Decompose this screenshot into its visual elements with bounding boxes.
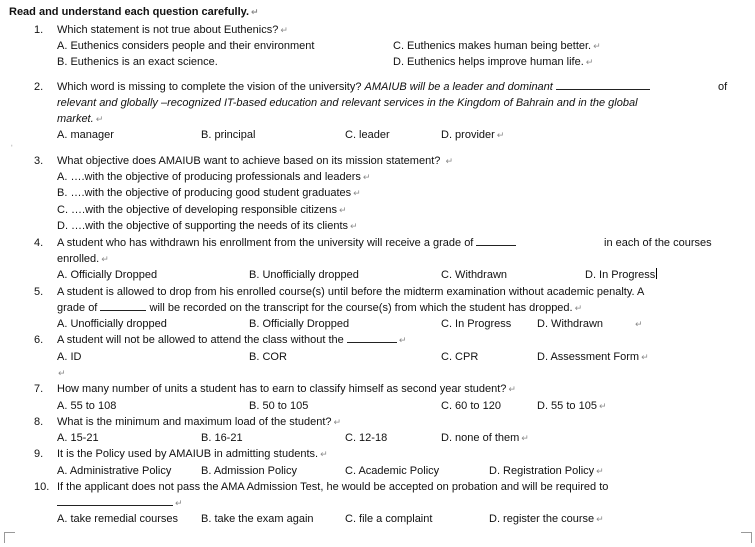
- question-8-choice-d[interactable]: D. none of them ↵: [441, 432, 529, 444]
- question-2-text-line-2: relevant and globally –recognized IT-based education and relevant services in the Kingdom of Bahrain and in the global: [57, 97, 638, 109]
- question-4-choice-d[interactable]: D. In Progress: [585, 269, 656, 281]
- answer-blank[interactable]: [476, 235, 516, 246]
- question-2-text-of: of: [718, 81, 728, 93]
- paragraph-mark-icon: ↵: [596, 514, 604, 524]
- question-10-text: If the applicant does not pass the AMA Admission Test, he would be accepted on probation and will be required to: [57, 481, 609, 493]
- question-7-number: 7.: [34, 383, 44, 395]
- question-8-choice-b[interactable]: B. 16-21: [201, 432, 243, 444]
- question-7-choice-a[interactable]: A. 55 to 108: [57, 400, 117, 412]
- question-4-text-line-2: enrolled. ↵: [57, 253, 109, 265]
- paragraph-mark-icon: ↵: [585, 57, 594, 67]
- paragraph-mark-icon: ↵: [574, 303, 583, 313]
- question-2-choice-c[interactable]: C. leader: [345, 129, 390, 141]
- question-6-choice-c[interactable]: C. CPR: [441, 351, 479, 363]
- answer-blank[interactable]: [57, 495, 173, 506]
- paragraph-mark-icon: ↵: [635, 319, 643, 329]
- paragraph-mark-icon: ↵: [398, 335, 407, 345]
- paragraph-mark-icon: ↵: [445, 156, 453, 166]
- corner-mark-bottom-right: [741, 532, 752, 543]
- answer-blank[interactable]: [100, 300, 146, 311]
- question-3-text: What objective does AMAIUB want to achieve based on its mission statement? ↵: [57, 155, 453, 167]
- text-cursor: [656, 268, 657, 279]
- question-9-choice-d[interactable]: D. Registration Policy ↵: [489, 465, 604, 477]
- paragraph-mark-icon: ↵: [521, 433, 529, 443]
- question-10-choice-d[interactable]: D. register the course ↵: [489, 513, 604, 525]
- question-5-number: 5.: [34, 286, 44, 298]
- question-9-choice-b[interactable]: B. Admission Policy: [201, 465, 297, 477]
- question-2-choice-a[interactable]: A. manager: [57, 129, 114, 141]
- question-1-number: 1.: [34, 24, 44, 36]
- question-4-text-line-1-end: in each of the courses: [604, 237, 712, 249]
- question-6-text: A student will not be allowed to attend the class without the ↵: [57, 334, 407, 346]
- paragraph-mark-icon: ↵: [333, 417, 342, 427]
- question-8-number: 8.: [34, 416, 44, 428]
- question-4-number: 4.: [34, 237, 44, 249]
- question-1-choice-b[interactable]: B. Euthenics is an exact science.: [57, 56, 218, 68]
- question-8-choice-a[interactable]: A. 15-21: [57, 432, 99, 444]
- question-3-choice-c[interactable]: C. ….with the objective of developing responsible citizens ↵: [57, 204, 347, 216]
- question-2-text-line-1: Which word is missing to complete the vision of the university? AMAIUB will be a leader and dominant: [57, 79, 650, 95]
- question-1-text: Which statement is not true about Euthenics? ↵: [57, 24, 288, 36]
- paragraph-mark-icon: ↵: [596, 466, 604, 476]
- paragraph-mark-icon: ↵: [58, 368, 66, 378]
- margin-dot: ˈ: [10, 144, 14, 156]
- question-10-number: 10.: [34, 481, 50, 493]
- question-3-choice-d[interactable]: D. ….with the objective of supporting the needs of its clients ↵: [57, 220, 358, 232]
- paragraph-mark-icon: ↵: [320, 449, 328, 459]
- paragraph-mark-icon: ↵: [175, 498, 183, 508]
- question-1-choice-c[interactable]: C. Euthenics makes human being better. ↵: [393, 40, 601, 52]
- question-8-text: What is the minimum and maximum load of the student? ↵: [57, 416, 342, 428]
- question-3-choice-a[interactable]: A. ….with the objective of producing professionals and leaders ↵: [57, 171, 371, 183]
- paragraph-mark-icon: ↵: [251, 7, 259, 17]
- question-5-choice-c[interactable]: C. In Progress: [441, 318, 512, 330]
- question-1-choice-a[interactable]: A. Euthenics considers people and their environment: [57, 40, 315, 52]
- question-6-number: 6.: [34, 334, 44, 346]
- question-2-choice-d[interactable]: D. provider ↵: [441, 129, 505, 141]
- question-5-choice-d[interactable]: D. Withdrawn: [537, 318, 604, 330]
- question-5-choice-a[interactable]: A. Unofficially dropped: [57, 318, 167, 330]
- paragraph-mark-icon: ↵: [496, 130, 505, 140]
- question-10-answer-line: [57, 495, 183, 511]
- question-5-text-line-1: A student is allowed to drop from his enrolled course(s) until before the midterm examination without academic penalty. A: [57, 286, 645, 298]
- question-6-choice-a[interactable]: A. ID: [57, 351, 82, 363]
- question-9-number: 9.: [34, 448, 44, 460]
- paragraph-mark-icon: ↵: [339, 205, 347, 215]
- paragraph-mark-icon: ↵: [101, 254, 109, 264]
- question-6-choice-b[interactable]: B. COR: [249, 351, 287, 363]
- question-7-text: How many number of units a student has to earn to classify himself as second year student? ↵: [57, 383, 516, 395]
- question-4-choice-b[interactable]: B. Unofficially dropped: [249, 269, 359, 281]
- question-6-choice-d[interactable]: D. Assessment Form ↵: [537, 351, 649, 363]
- question-7-choice-b[interactable]: B. 50 to 105: [249, 400, 309, 412]
- corner-mark-bottom-left: [4, 532, 15, 543]
- answer-blank[interactable]: [556, 79, 650, 90]
- question-2-choice-b[interactable]: B. principal: [201, 129, 256, 141]
- answer-blank[interactable]: [347, 332, 397, 343]
- paragraph-mark-icon: ↵: [362, 172, 371, 182]
- question-5-text-line-2: grade of will be recorded on the transcript for the course(s) from which the student has dropped. ↵: [57, 302, 583, 314]
- paragraph-mark-icon: ↵: [350, 221, 358, 231]
- question-7-choice-d[interactable]: D. 55 to 105 ↵: [537, 400, 607, 412]
- question-5-choice-b[interactable]: B. Officially Dropped: [249, 318, 350, 330]
- paragraph-mark-icon: ↵: [95, 114, 104, 124]
- paragraph-mark-icon: ↵: [508, 384, 516, 394]
- question-2-text-line-3: market. ↵: [57, 113, 104, 125]
- question-1-choice-d[interactable]: D. Euthenics helps improve human life. ↵: [393, 56, 594, 68]
- paragraph-mark-icon: ↵: [280, 25, 288, 35]
- question-7-choice-c[interactable]: C. 60 to 120: [441, 400, 501, 412]
- paragraph-mark-icon: ↵: [593, 41, 601, 51]
- question-10-choice-a[interactable]: A. take remedial courses: [57, 513, 179, 525]
- question-4-choice-c[interactable]: C. Withdrawn: [441, 269, 508, 281]
- question-8-choice-c[interactable]: C. 12-18: [345, 432, 388, 444]
- question-4-text-line-1: A student who has withdrawn his enrollment from the university will receive a grade of: [57, 235, 516, 251]
- question-9-choice-c[interactable]: C. Academic Policy: [345, 465, 440, 477]
- question-3-choice-b[interactable]: B. ….with the objective of producing good student graduates ↵: [57, 187, 361, 199]
- quiz-heading: Read and understand each question carefully. ↵: [9, 6, 259, 18]
- paragraph-mark-icon: ↵: [353, 188, 361, 198]
- question-10-choice-b[interactable]: B. take the exam again: [201, 513, 314, 525]
- question-9-text: It is the Policy used by AMAIUB in admitting students. ↵: [57, 448, 328, 460]
- question-3-number: 3.: [34, 155, 44, 167]
- question-9-choice-a[interactable]: A. Administrative Policy: [57, 465, 172, 477]
- paragraph-mark-icon: ↵: [641, 352, 649, 362]
- paragraph-mark-icon: ↵: [598, 401, 607, 411]
- question-10-choice-c[interactable]: C. file a complaint: [345, 513, 433, 525]
- question-2-number: 2.: [34, 81, 44, 93]
- question-4-choice-a[interactable]: A. Officially Dropped: [57, 269, 158, 281]
